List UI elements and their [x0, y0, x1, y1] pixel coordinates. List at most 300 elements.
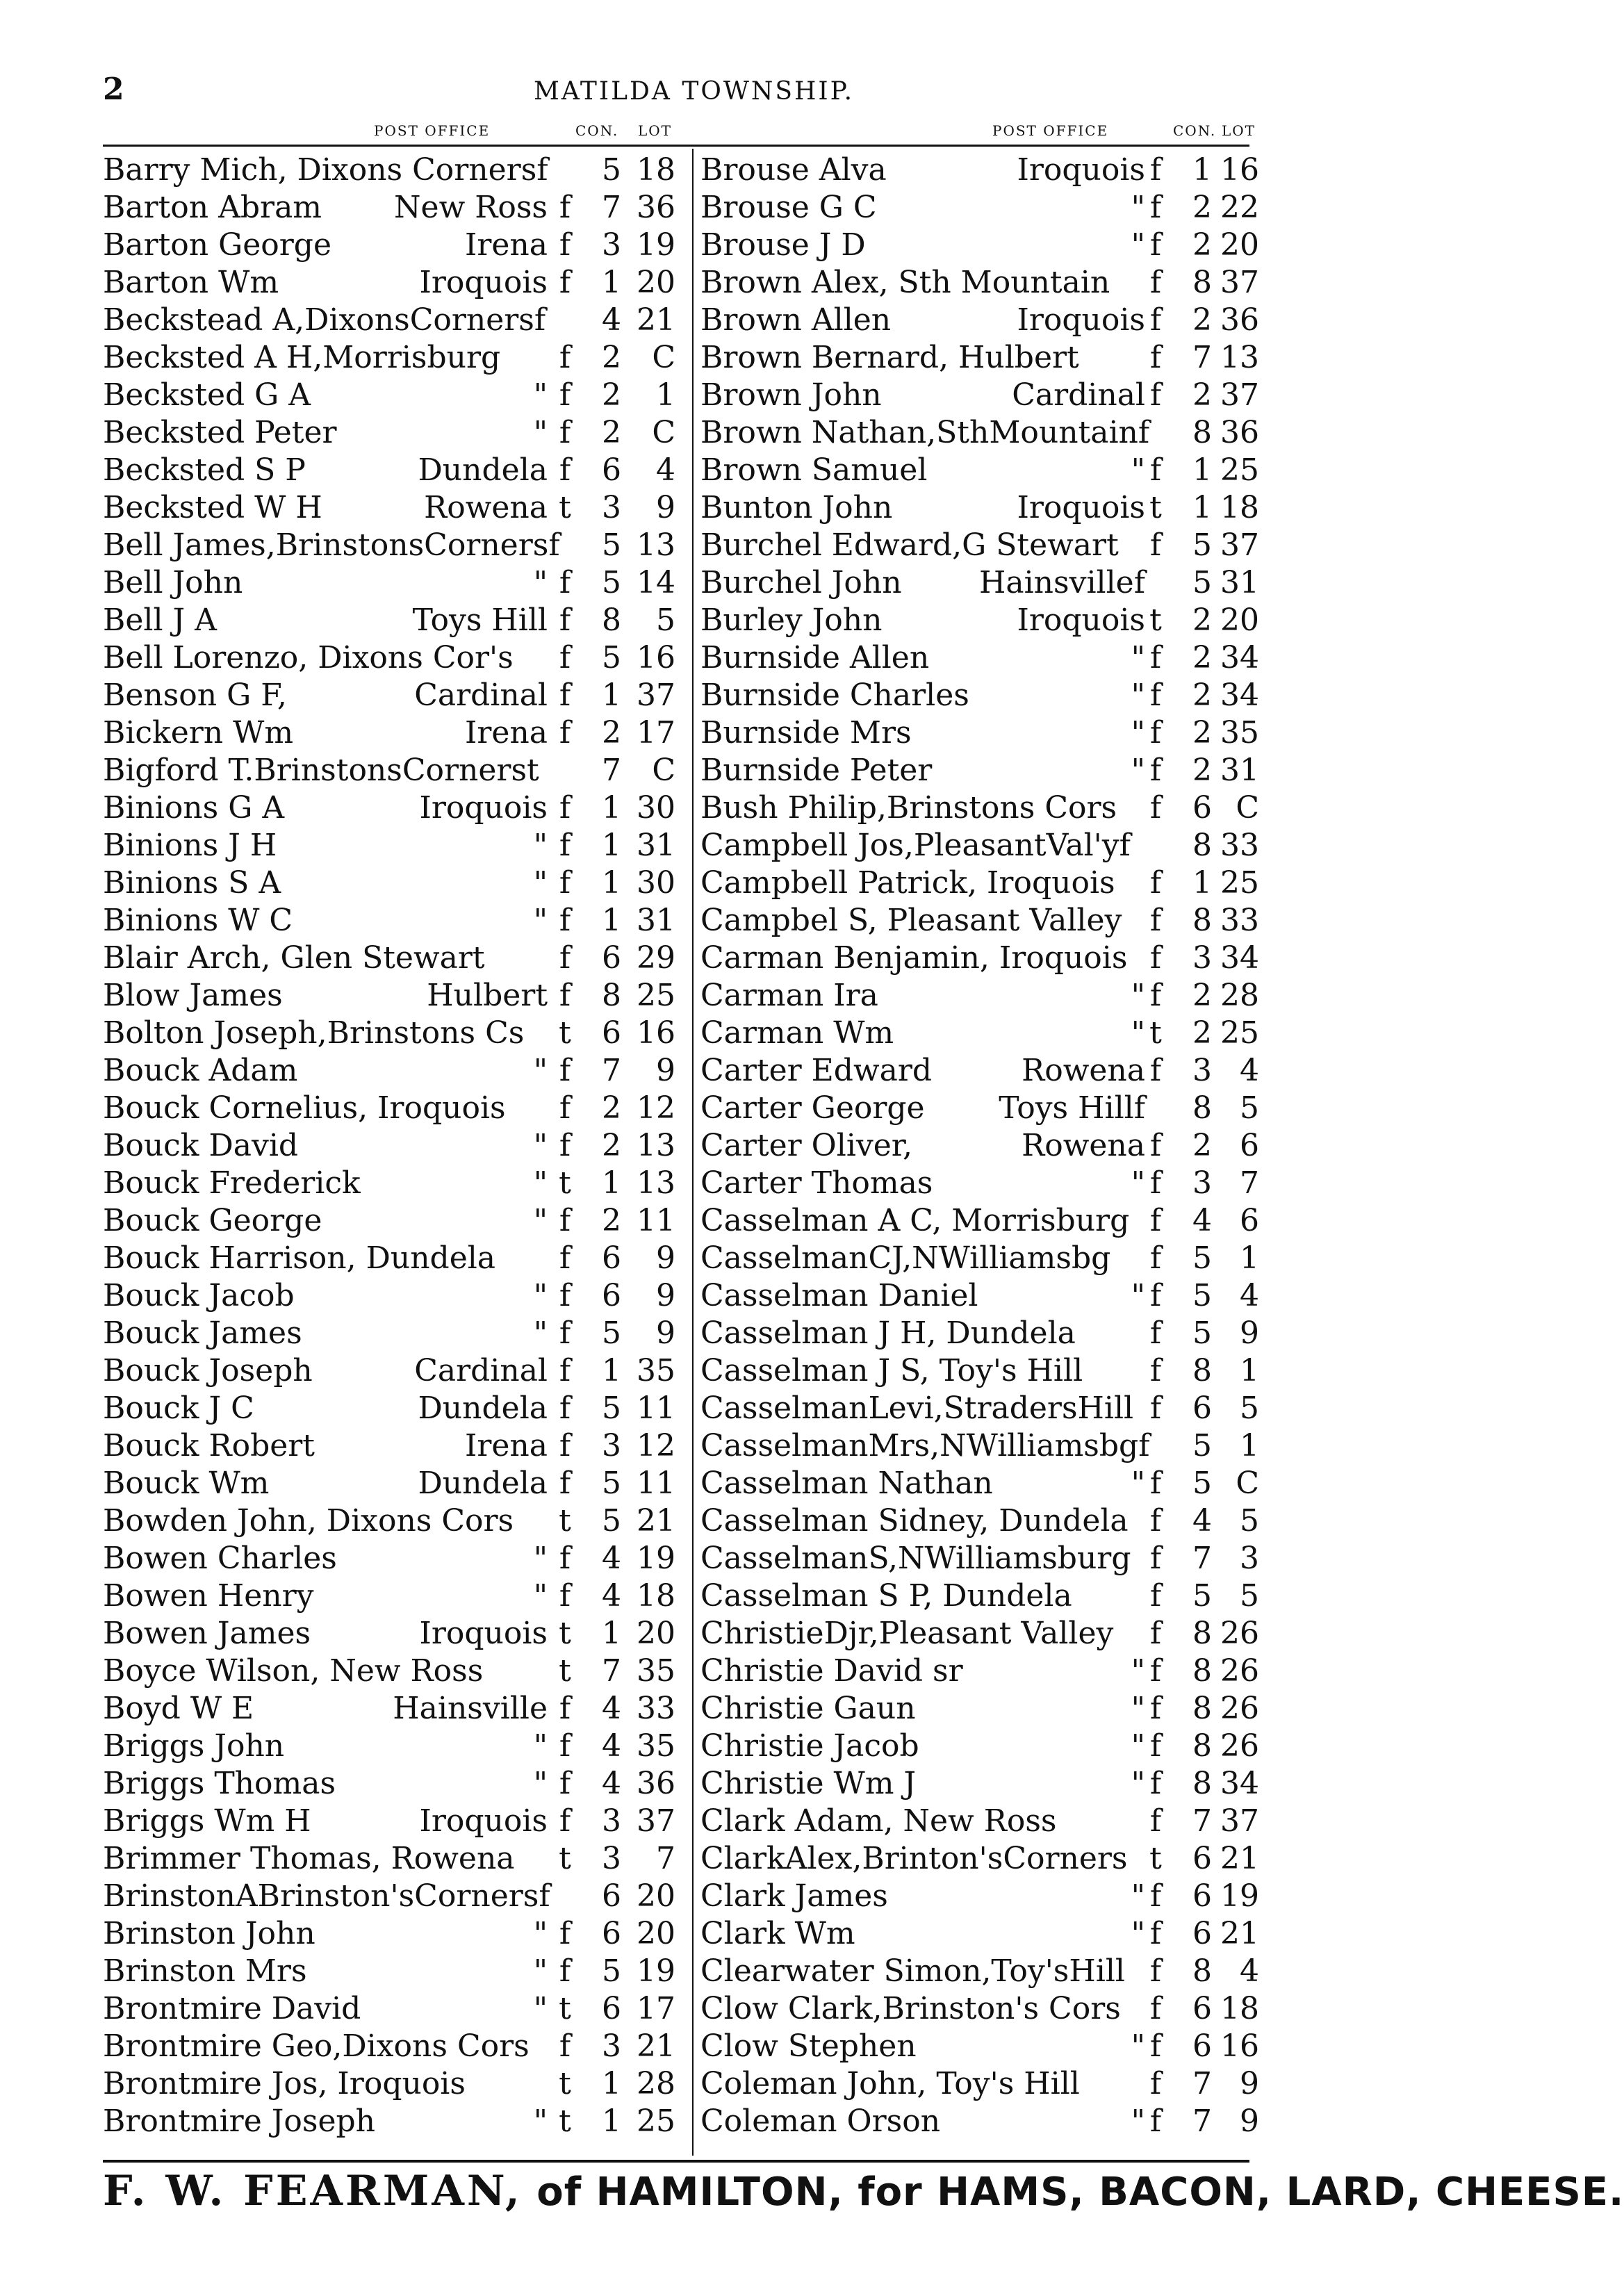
- entry-lot: 7: [1240, 1165, 1259, 1201]
- entry-post-office: Irena: [464, 227, 548, 263]
- directory-entry: [700, 414, 1259, 452]
- entry-tenure: t: [559, 1503, 571, 1539]
- entry-post-office: ": [533, 1578, 548, 1614]
- entry-concession: 3: [1192, 1053, 1212, 1088]
- entry-post-office: ": [1131, 1916, 1145, 1951]
- entry-lot: 31: [637, 903, 675, 938]
- entry-lot: 25: [637, 978, 675, 1013]
- post-office-header: POST OFFICE: [992, 122, 1109, 139]
- entry-post-office: New Ross: [394, 190, 548, 225]
- entry-concession: 2: [1192, 978, 1212, 1013]
- entry-concession: 6: [602, 1015, 621, 1051]
- entry-lot: 33: [1220, 828, 1259, 863]
- entry-tenure: f: [1149, 715, 1162, 751]
- directory-entry: [103, 1427, 687, 1465]
- entry-lot: 14: [637, 565, 675, 600]
- entry-post-office: ": [1131, 978, 1145, 1013]
- entry-name: Carman Wm: [700, 1015, 894, 1051]
- directory-entry: [700, 377, 1259, 414]
- entry-tenure: f: [559, 1278, 571, 1313]
- entry-post-office: ": [1131, 452, 1145, 488]
- entry-name: Brouse J D: [700, 227, 866, 263]
- directory-entry: [700, 1240, 1259, 1277]
- directory-entry: [103, 414, 687, 452]
- entry-concession: 5: [1192, 527, 1212, 563]
- entry-post-office: Hulbert: [427, 978, 548, 1013]
- entry-tenure: f: [559, 1691, 571, 1726]
- directory-entry: [103, 1240, 687, 1277]
- entry-tenure: f: [1149, 1728, 1162, 1764]
- entry-concession: 4: [602, 1728, 621, 1764]
- entry-tenure: f: [1149, 452, 1162, 488]
- entry-name: Brontmire Jos, Iroquois: [103, 2066, 466, 2101]
- lot-header: LOT: [638, 122, 673, 139]
- entry-post-office: ": [1131, 753, 1145, 788]
- directory-entry: [700, 452, 1259, 489]
- entry-name: Binions S A: [103, 865, 281, 901]
- entry-post-office: ": [1131, 1728, 1145, 1764]
- entry-concession: 6: [602, 1878, 621, 1914]
- entry-lot: 19: [637, 1541, 675, 1576]
- directory-entry: [700, 2103, 1259, 2140]
- entry-concession: 7: [602, 1653, 621, 1689]
- entry-lot: 31: [1220, 565, 1259, 600]
- directory-entry: [700, 1202, 1259, 1240]
- directory-entry: [700, 227, 1259, 264]
- directory-entry: [700, 902, 1259, 940]
- directory-entry: [700, 1427, 1259, 1465]
- entry-tenure: f: [559, 265, 571, 300]
- entry-post-office: Irena: [464, 715, 548, 751]
- directory-entry: [700, 602, 1259, 639]
- directory-entry: [700, 1465, 1259, 1502]
- entry-tenure: f: [1149, 1315, 1162, 1351]
- column-divider: [692, 149, 694, 2156]
- entry-name: Bickern Wm: [103, 715, 294, 751]
- entry-name: Bouck Robert: [103, 1428, 315, 1463]
- entry-post-office: Iroquois: [419, 1616, 548, 1651]
- entry-post-office: Rowena: [1022, 1128, 1145, 1163]
- entry-name: Clow Clark,Brinston's Cors: [700, 1991, 1121, 2026]
- directory-entry: [700, 1652, 1259, 1690]
- entry-lot: 37: [1220, 377, 1259, 413]
- entry-tenure: f: [559, 1578, 571, 1614]
- entry-name: Brown Samuel: [700, 452, 928, 488]
- directory-entry: [103, 1127, 687, 1165]
- entry-tenure: f: [559, 1766, 571, 1801]
- entry-lot: 5: [1240, 1090, 1259, 1126]
- entry-concession: 2: [1192, 753, 1212, 788]
- directory-entry: [700, 1577, 1259, 1615]
- entry-name: Bell James,BrinstonsCornersf: [103, 527, 560, 563]
- entry-lot: C: [652, 415, 675, 450]
- entry-lot: 36: [1220, 302, 1259, 338]
- entry-tenure: f: [1149, 1653, 1162, 1689]
- entry-concession: 6: [602, 452, 621, 488]
- entry-post-office: Dundela: [418, 452, 548, 488]
- entry-lot: 9: [656, 1053, 675, 1088]
- entry-name: Casselman J H, Dundela: [700, 1315, 1076, 1351]
- entry-tenure: f: [559, 1428, 571, 1463]
- entry-name: Bell Lorenzo, Dixons Cor's: [103, 640, 514, 675]
- directory-entry: [700, 1165, 1259, 1202]
- entry-concession: 8: [1192, 1353, 1212, 1388]
- directory-entry: [700, 864, 1259, 902]
- directory-entry: [103, 639, 687, 677]
- entry-tenure: f: [559, 865, 571, 901]
- directory-entry: [103, 1165, 687, 1202]
- entry-lot: 4: [656, 452, 675, 488]
- entry-concession: 8: [1192, 1653, 1212, 1689]
- entry-tenure: t: [1149, 602, 1162, 638]
- entry-name: Bell J A: [103, 602, 217, 638]
- entry-lot: 19: [637, 1953, 675, 1989]
- entry-concession: 2: [602, 1090, 621, 1126]
- entry-lot: 19: [637, 227, 675, 263]
- entry-post-office: ": [1131, 678, 1145, 713]
- directory-entry: [700, 1803, 1259, 1840]
- entry-post-office: Dundela: [418, 1466, 548, 1501]
- entry-tenure: f: [1149, 2028, 1162, 2064]
- entry-post-office: Iroquois: [1017, 302, 1145, 338]
- entry-post-office: Iroquois: [419, 790, 548, 826]
- entry-lot: 16: [637, 640, 675, 675]
- entry-post-office: Dundela: [418, 1391, 548, 1426]
- directory-entry: [103, 940, 687, 977]
- entry-post-office: ": [533, 865, 548, 901]
- entry-name: Burnside Peter: [700, 753, 933, 788]
- directory-entry: [700, 714, 1259, 752]
- directory-entry: [103, 1690, 687, 1728]
- entry-name: Coleman Orson: [700, 2103, 941, 2139]
- entry-tenure: f: [1149, 152, 1162, 188]
- entry-tenure: f: [559, 1916, 571, 1951]
- directory-entry: [700, 2065, 1259, 2103]
- entry-lot: 34: [1220, 640, 1259, 675]
- entry-concession: 3: [602, 227, 621, 263]
- directory-entry: [103, 827, 687, 864]
- entry-lot: 21: [1220, 1916, 1259, 1951]
- entry-concession: 4: [602, 1691, 621, 1726]
- entry-tenure: f: [559, 1466, 571, 1501]
- entry-post-office: ": [533, 415, 548, 450]
- entry-post-office: ": [1131, 715, 1145, 751]
- entry-lot: 1: [1240, 1353, 1259, 1388]
- entry-lot: 16: [637, 1015, 675, 1051]
- directory-entry: [103, 1990, 687, 2028]
- entry-tenure: f: [1149, 1803, 1162, 1839]
- entry-lot: 12: [637, 1090, 675, 1126]
- entry-name: Bouck Frederick: [103, 1165, 361, 1201]
- entry-name: Carter Oliver,: [700, 1128, 912, 1163]
- directory-entry: [700, 489, 1259, 527]
- entry-post-office: ": [1131, 190, 1145, 225]
- directory-entry: [103, 1502, 687, 1540]
- entry-concession: 7: [1192, 340, 1212, 375]
- entry-concession: 2: [602, 1203, 621, 1238]
- entry-lot: 9: [656, 1240, 675, 1276]
- directory-entry: [700, 1540, 1259, 1577]
- entry-concession: 1: [602, 1165, 621, 1201]
- entry-concession: 6: [602, 1916, 621, 1951]
- entry-lot: 26: [1220, 1728, 1259, 1764]
- entry-post-office: ": [533, 1916, 548, 1951]
- entry-tenure: f: [559, 1090, 571, 1126]
- entry-lot: 29: [637, 940, 675, 976]
- directory-entry: [103, 2103, 687, 2140]
- directory-entry: [700, 1052, 1259, 1090]
- entry-lot: 35: [637, 1728, 675, 1764]
- left-column: [103, 151, 687, 2140]
- entry-lot: 5: [1240, 1578, 1259, 1614]
- entry-post-office: ": [533, 1315, 548, 1351]
- entry-name: Binions W C: [103, 903, 293, 938]
- entry-tenure: f: [1149, 190, 1162, 225]
- entry-lot: 31: [637, 828, 675, 863]
- entry-lot: 36: [637, 190, 675, 225]
- entry-concession: 1: [602, 828, 621, 863]
- entry-tenure: f: [1149, 527, 1162, 563]
- entry-name: Carter Thomas: [700, 1165, 933, 1201]
- entry-concession: 1: [1192, 452, 1212, 488]
- entry-concession: 5: [602, 152, 621, 188]
- directory-entry: [103, 602, 687, 639]
- entry-concession: 5: [1192, 565, 1212, 600]
- entry-name: CasselmanLevi,StradersHill: [700, 1391, 1134, 1426]
- entry-name: Carter George: [700, 1090, 925, 1126]
- directory-entry: [700, 1502, 1259, 1540]
- directory-entry: [103, 527, 687, 564]
- entry-concession: 2: [602, 715, 621, 751]
- entry-concession: 6: [1192, 1391, 1212, 1426]
- entry-concession: 5: [602, 640, 621, 675]
- entry-name: Bouck Harrison, Dundela: [103, 1240, 496, 1276]
- entry-post-office: ": [533, 2103, 548, 2139]
- entry-concession: 3: [1192, 940, 1212, 976]
- entry-lot: 37: [1220, 265, 1259, 300]
- entry-concession: 4: [1192, 1503, 1212, 1539]
- entry-concession: 1: [1192, 152, 1212, 188]
- directory-entry: [103, 1615, 687, 1652]
- entry-concession: 7: [602, 1053, 621, 1088]
- directory-entry: [103, 1315, 687, 1352]
- page-header: [103, 72, 1249, 113]
- entry-lot: 4: [1240, 1053, 1259, 1088]
- directory-entry: [700, 940, 1259, 977]
- entry-tenure: f: [1149, 1053, 1162, 1088]
- directory-entry: [103, 902, 687, 940]
- entry-lot: 11: [637, 1466, 675, 1501]
- entry-tenure: f: [1149, 377, 1162, 413]
- entry-tenure: f: [559, 1953, 571, 1989]
- directory-entry: [103, 714, 687, 752]
- directory-entry: [103, 2028, 687, 2065]
- directory-entry: [103, 1015, 687, 1052]
- left-column-headers: [103, 122, 687, 147]
- directory-entry: [700, 1878, 1259, 1915]
- entry-lot: 16: [1220, 152, 1259, 188]
- entry-tenure: f: [559, 1240, 571, 1276]
- entry-name: Blair Arch, Glen Stewart: [103, 940, 485, 976]
- directory-entry: [103, 264, 687, 302]
- entry-lot: 4: [1240, 1953, 1259, 1989]
- entry-name: Christie Gaun: [700, 1691, 916, 1726]
- entry-lot: 37: [637, 678, 675, 713]
- entry-concession: 2: [602, 1128, 621, 1163]
- directory-entry: [700, 1953, 1259, 1990]
- directory-entry: [103, 1052, 687, 1090]
- entry-name: Bouck George: [103, 1203, 322, 1238]
- directory-entry: [103, 227, 687, 264]
- entry-lot: 5: [1240, 1391, 1259, 1426]
- entry-concession: 3: [602, 490, 621, 525]
- entry-tenure: f: [559, 415, 571, 450]
- entry-post-office: Cardinal: [414, 678, 548, 713]
- entry-concession: 8: [1192, 415, 1212, 450]
- entry-lot: 21: [637, 302, 675, 338]
- entry-tenure: f: [1149, 1616, 1162, 1651]
- directory-entry: [700, 189, 1259, 227]
- directory-entry: [103, 1390, 687, 1427]
- entry-tenure: f: [559, 903, 571, 938]
- entry-name: Christie Jacob: [700, 1728, 919, 1764]
- directory-entry: [103, 339, 687, 377]
- entry-name: Bouck J C: [103, 1391, 254, 1426]
- entry-name: Christie David sr: [700, 1653, 963, 1689]
- entry-concession: 2: [1192, 1015, 1212, 1051]
- entry-tenure: f: [1149, 640, 1162, 675]
- entry-concession: 5: [602, 527, 621, 563]
- entry-tenure: t: [1149, 490, 1162, 525]
- entry-post-office: Cardinal: [414, 1353, 548, 1388]
- entry-post-office: ": [1131, 1878, 1145, 1914]
- entry-name: Brown Bernard, Hulbert: [700, 340, 1079, 375]
- entry-tenure: f: [559, 640, 571, 675]
- entry-concession: 8: [602, 978, 621, 1013]
- entry-name: Burchel Edward,G Stewart: [700, 527, 1119, 563]
- directory-entry: [700, 639, 1259, 677]
- entry-lot: 35: [1220, 715, 1259, 751]
- entry-tenure: f: [1149, 1278, 1162, 1313]
- entry-concession: 8: [1192, 265, 1212, 300]
- directory-entry: [103, 189, 687, 227]
- entry-lot: 1: [1240, 1240, 1259, 1276]
- entry-concession: 7: [602, 753, 621, 788]
- entry-concession: 8: [1192, 1953, 1212, 1989]
- entry-name: Carter Edward: [700, 1053, 933, 1088]
- entry-name: Becksted Peter: [103, 415, 337, 450]
- entry-concession: 5: [602, 1953, 621, 1989]
- entry-concession: 1: [602, 903, 621, 938]
- advertisement-text: of HAMILTON, for HAMS, BACON, LARD, CHEESE.: [522, 2170, 1624, 2215]
- directory-entry: [103, 1840, 687, 1878]
- entry-tenure: f: [559, 1391, 571, 1426]
- entry-name: Barton Abram: [103, 190, 322, 225]
- entry-name: Brontmire Geo,Dixons Cors: [103, 2028, 530, 2064]
- entry-name: Bowden John, Dixons Cors: [103, 1503, 514, 1539]
- entry-concession: 2: [1192, 602, 1212, 638]
- entry-post-office: ": [533, 377, 548, 413]
- entry-tenure: f: [559, 1353, 571, 1388]
- directory-entry: [103, 1728, 687, 1765]
- entry-tenure: f: [1149, 940, 1162, 976]
- entry-name: Barton George: [103, 227, 332, 263]
- directory-entry: [103, 151, 687, 189]
- top-rule: [103, 145, 1249, 147]
- entry-lot: 1: [656, 377, 675, 413]
- entry-post-office: ": [533, 1991, 548, 2026]
- entry-concession: 1: [602, 678, 621, 713]
- entry-name: Becksted G A: [103, 377, 311, 413]
- directory-entry: [103, 1352, 687, 1390]
- entry-tenure: f: [1149, 1391, 1162, 1426]
- entry-lot: 11: [637, 1203, 675, 1238]
- entry-post-office: ": [533, 903, 548, 938]
- entry-name: Bell John: [103, 565, 243, 600]
- entry-concession: 6: [602, 1991, 621, 2026]
- directory-entry: [103, 1577, 687, 1615]
- entry-name: Coleman John, Toy's Hill: [700, 2066, 1080, 2101]
- post-office-header: POST OFFICE: [374, 122, 491, 139]
- entry-lot: 31: [1220, 753, 1259, 788]
- entry-name: Brown Nathan,SthMountainf: [700, 415, 1150, 450]
- entry-lot: 9: [656, 490, 675, 525]
- entry-name: Clark Adam, New Ross: [700, 1803, 1057, 1839]
- directory-entry: [103, 1765, 687, 1803]
- entry-tenure: f: [1149, 2066, 1162, 2101]
- entry-tenure: f: [559, 1541, 571, 1576]
- entry-name: Benson G F,: [103, 678, 287, 713]
- directory-entry: [700, 1015, 1259, 1052]
- directory-entry: [700, 827, 1259, 864]
- entry-post-office: ": [1131, 1278, 1145, 1313]
- entry-concession: 2: [1192, 1128, 1212, 1163]
- entry-tenure: f: [1149, 1953, 1162, 1989]
- entry-lot: 22: [1220, 190, 1259, 225]
- entry-post-office: ": [1131, 1766, 1145, 1801]
- entry-lot: 7: [656, 1841, 675, 1876]
- entry-name: Carman Benjamin, Iroquois: [700, 940, 1128, 976]
- entry-tenure: t: [1149, 1841, 1162, 1876]
- entry-tenure: f: [1149, 1991, 1162, 2026]
- entry-name: Burchel John: [700, 565, 902, 600]
- entry-tenure: f: [559, 940, 571, 976]
- directory-entry: [700, 264, 1259, 302]
- entry-lot: 13: [637, 527, 675, 563]
- entry-tenure: f: [559, 452, 571, 488]
- entry-tenure: f: [559, 828, 571, 863]
- entry-tenure: f: [559, 1128, 571, 1163]
- entry-tenure: f: [1149, 678, 1162, 713]
- entry-lot: 33: [637, 1691, 675, 1726]
- entry-name: Brown John: [700, 377, 882, 413]
- entry-concession: 6: [1192, 1841, 1212, 1876]
- entry-post-office: Toys Hill: [412, 602, 548, 638]
- entry-concession: 1: [602, 865, 621, 901]
- entry-concession: 5: [602, 565, 621, 600]
- entry-lot: 4: [1240, 1278, 1259, 1313]
- entry-tenure: f: [1149, 1578, 1162, 1614]
- entry-post-office: Hainsvillef: [979, 565, 1145, 600]
- entry-tenure: f: [1149, 1165, 1162, 1201]
- entry-tenure: f: [1149, 1766, 1162, 1801]
- advertiser-name: F. W. FEARMAN,: [103, 2167, 523, 2215]
- entry-tenure: f: [1149, 340, 1162, 375]
- entry-concession: 5: [602, 1503, 621, 1539]
- directory-entry: [103, 1465, 687, 1502]
- entry-lot: 21: [1220, 1841, 1259, 1876]
- entry-name: Burley John: [700, 602, 883, 638]
